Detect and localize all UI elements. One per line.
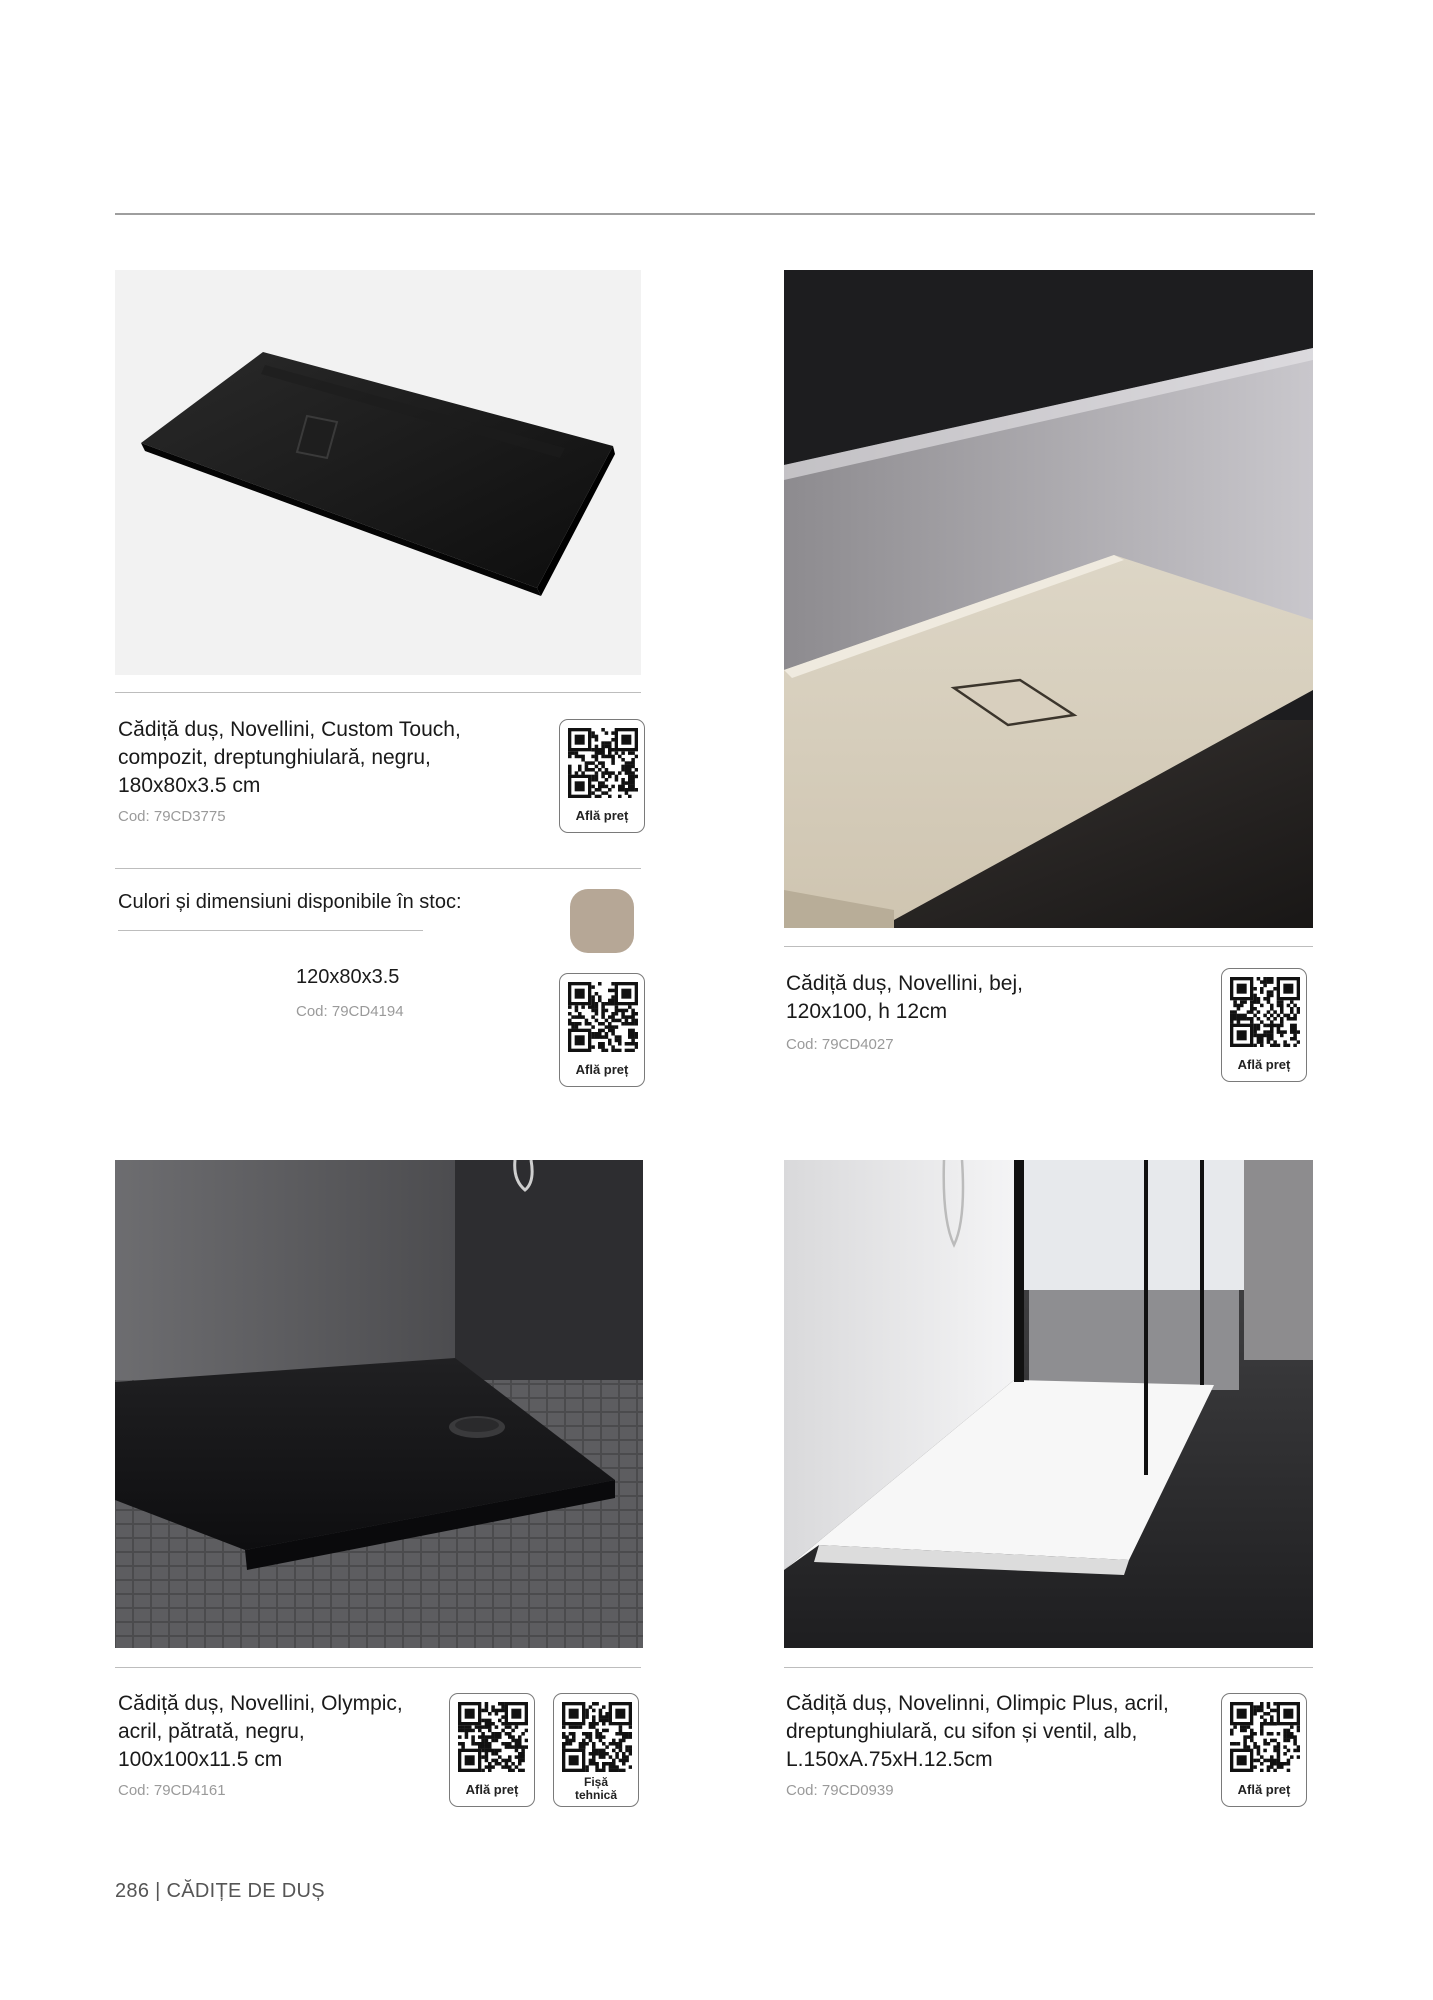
footer-separator: |	[155, 1880, 161, 1902]
product-title: Cădiță duș, Novellini, Custom Touch, compozit, dreptunghiulară, negru, 180x80x3.5 cm	[118, 718, 461, 797]
divider	[115, 1667, 641, 1668]
qr-code-icon	[562, 1702, 632, 1772]
qr-label: Află preț	[575, 808, 629, 823]
color-swatch-beige[interactable]	[570, 889, 634, 953]
divider	[115, 868, 641, 869]
variant-code: Cod: 79CD4194	[296, 1003, 404, 1020]
qr-price-card[interactable]	[1221, 1693, 1307, 1807]
product-image-olimpic-plus	[784, 1160, 1313, 1648]
qr-code-icon	[458, 1702, 528, 1772]
product-image-olympic	[115, 1160, 643, 1648]
product-title: Cădiță duș, Novellini, bej, 120x100, h 12cm	[786, 972, 1023, 1023]
qr-code-icon	[1230, 977, 1300, 1047]
qr-price-card[interactable]	[559, 973, 645, 1087]
product-code: Cod: 79CD0939	[786, 1782, 894, 1799]
qr-label: Află preț	[1237, 1782, 1291, 1797]
qr-code-icon	[1230, 1702, 1300, 1772]
product-image-beige-tray	[784, 270, 1313, 928]
product-title: Cădiță duș, Novellini, Olympic, acril, pătrată, negru, 100x100x11.5 cm	[118, 1692, 403, 1771]
stock-heading: Culori și dimensiuni disponibile în stoc:	[118, 891, 462, 913]
section-title: CĂDIȚE DE DUȘ	[166, 1880, 325, 1902]
divider	[784, 946, 1313, 947]
product-code: Cod: 79CD3775	[118, 808, 226, 825]
divider	[784, 1667, 1313, 1668]
divider	[118, 930, 423, 931]
product-code: Cod: 79CD4027	[786, 1036, 894, 1053]
product-title: Cădiță duș, Novelinni, Olimpic Plus, acril, dreptunghiulară, cu sifon și ventil, alb, L.150xA.75xH.12.5cm	[786, 1692, 1169, 1771]
product-code: Cod: 79CD4161	[118, 1782, 226, 1799]
qr-spec-sheet-card[interactable]	[553, 1693, 639, 1807]
qr-price-card[interactable]	[559, 719, 645, 833]
page-footer	[115, 1880, 325, 1903]
product-image-custom-touch	[115, 270, 641, 675]
qr-label: Află preț	[575, 1062, 629, 1077]
qr-code-icon	[568, 728, 638, 798]
page-number: 286	[115, 1880, 150, 1902]
qr-label: Fișă tehnică	[574, 1775, 617, 1802]
qr-label: Află preț	[1237, 1057, 1291, 1072]
qr-price-card[interactable]	[449, 1693, 535, 1807]
header-rule	[115, 213, 1315, 215]
divider	[115, 692, 641, 693]
qr-price-card[interactable]	[1221, 968, 1307, 1082]
qr-label: Află preț	[465, 1782, 519, 1797]
qr-code-icon	[568, 982, 638, 1052]
variant-dimensions: 120x80x3.5	[296, 966, 400, 988]
